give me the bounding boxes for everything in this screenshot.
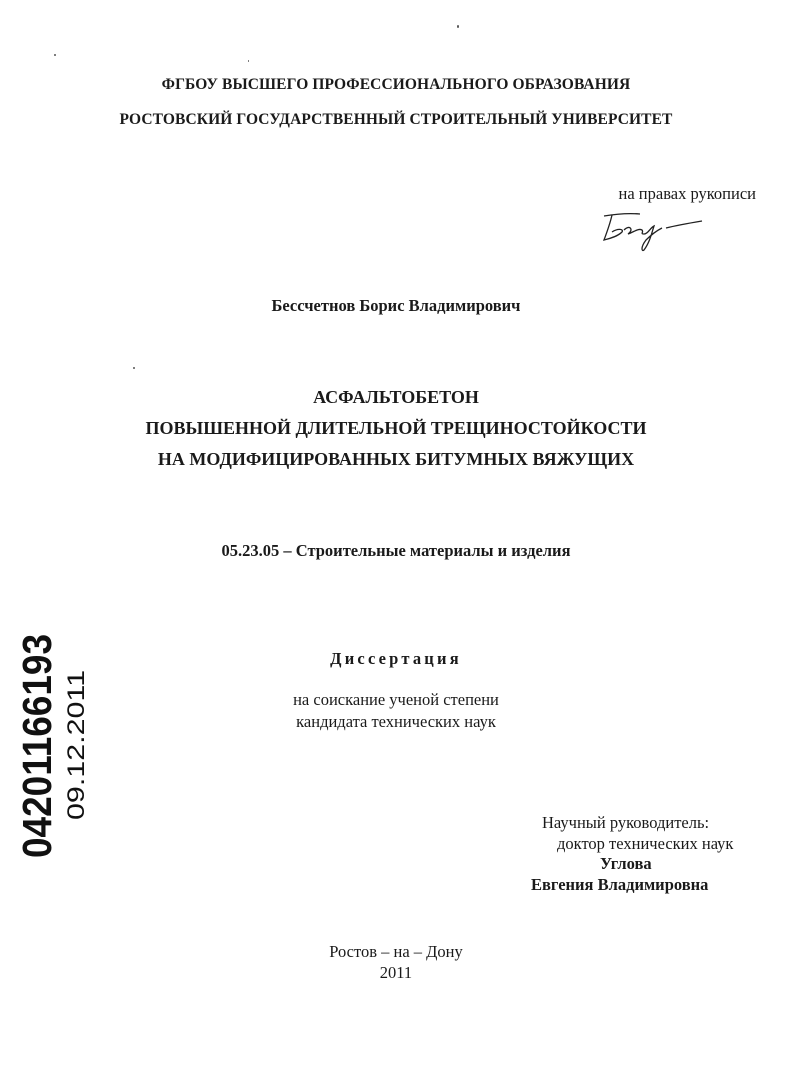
degree-line-1: на соискание ученой степени bbox=[293, 690, 499, 709]
stamp-date: 09.12.2011 bbox=[63, 701, 90, 820]
publication-place: Ростов – на – Дону bbox=[329, 942, 463, 961]
scan-speck bbox=[248, 60, 249, 62]
scan-speck bbox=[133, 367, 135, 369]
publication-year: 2011 bbox=[379, 963, 413, 982]
scan-speck bbox=[457, 25, 459, 28]
supervisor-label: Научный руководитель: bbox=[542, 813, 710, 832]
supervisor-surname: Углова bbox=[600, 854, 652, 873]
dissertation-title-line-1: АСФАЛЬТОБЕТОН bbox=[313, 387, 479, 407]
author-name: Бессчетнов Борис Владимирович bbox=[271, 296, 521, 315]
library-stamp bbox=[8, 609, 98, 860]
supervisor-degree: доктор технических наук bbox=[557, 834, 734, 853]
supervisor-given-names: Евгения Владимировна bbox=[531, 875, 709, 894]
organization-line-1: ФГБОУ ВЫСШЕГО ПРОФЕССИОНАЛЬНОГО ОБРАЗОВАНИЯ bbox=[161, 76, 631, 93]
degree-line-2: кандидата технических наук bbox=[296, 712, 496, 731]
dissertation-title-line-3: НА МОДИФИЦИРОВАННЫХ БИТУМНЫХ ВЯЖУЩИХ bbox=[157, 449, 635, 469]
work-type: Диссертация bbox=[330, 649, 462, 668]
specialty-code: 05.23.05 – Строительные материалы и изделия bbox=[221, 541, 571, 560]
dissertation-title-line-2: ПОВЫШЕННОЙ ДЛИТЕЛЬНОЙ ТРЕЩИНОСТОЙКОСТИ bbox=[145, 418, 647, 438]
organization-line-2: РОСТОВСКИЙ ГОСУДАРСТВЕННЫЙ СТРОИТЕЛЬНЫЙ УНИВЕРСИТЕТ bbox=[119, 111, 673, 128]
author-signature bbox=[598, 208, 708, 254]
manuscript-note: на правах рукописи bbox=[618, 184, 756, 203]
scan-speck bbox=[54, 54, 56, 56]
stamp-number: 04201166193 bbox=[14, 609, 60, 858]
